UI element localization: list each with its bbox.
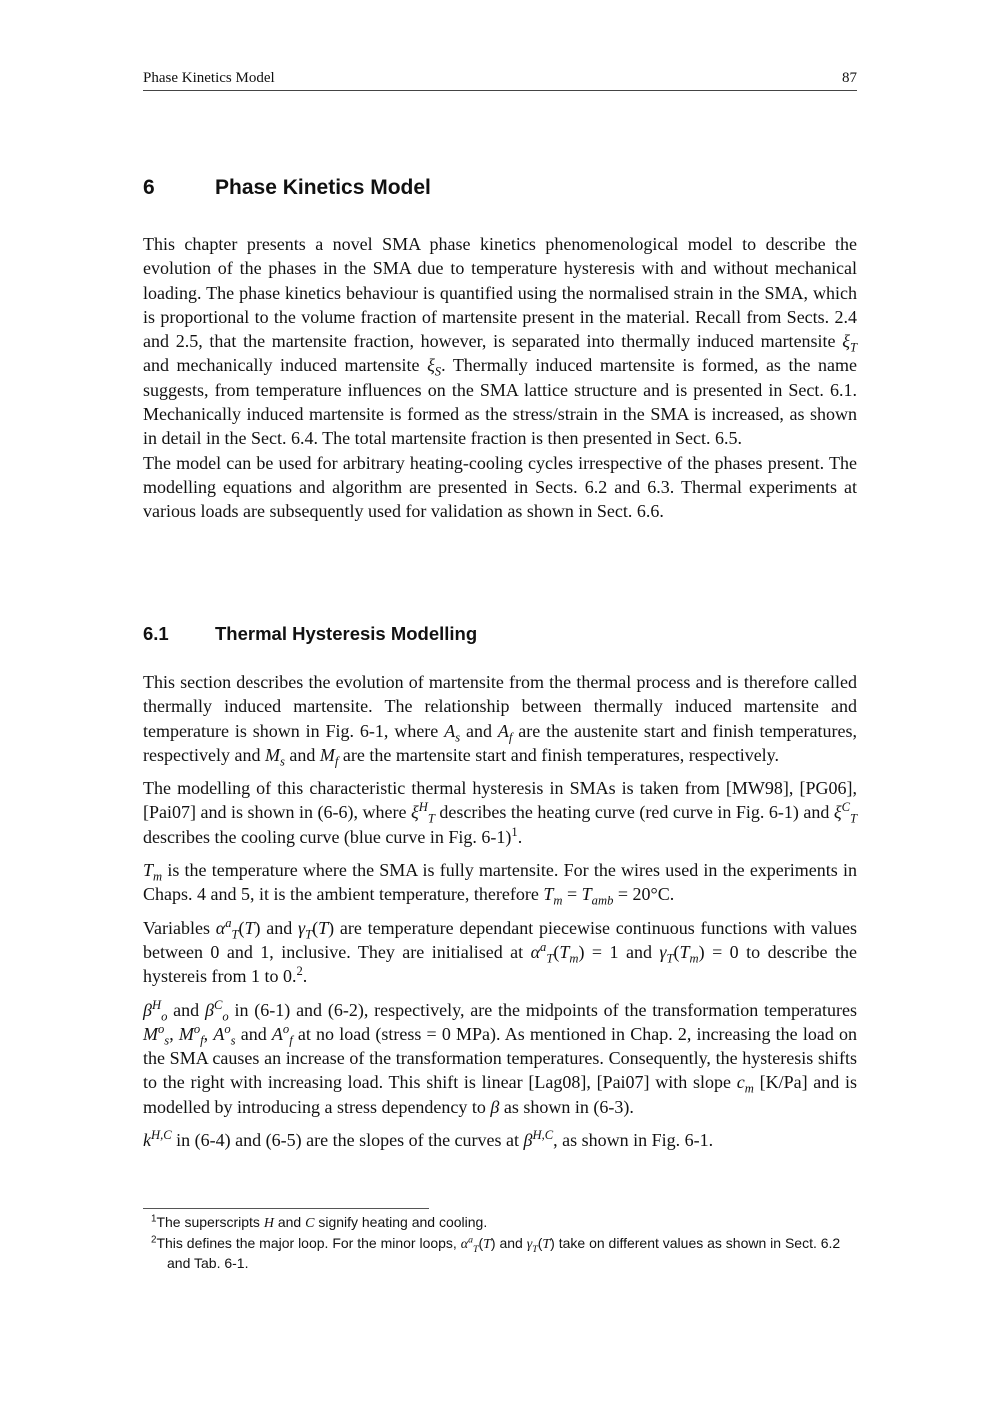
section-paragraph-5: $\beta^H_o$ and $\beta^C_o$ in (6-1) and (6-2), respectively, are the midpoints of the transformation temperatures $M^o_s$, $M^o_f$, $A^o_s$ and $A^o_f$ at no load (stress = 0 MPa). As mentioned in Chap. 2, increasing the load on the SMA causes an increase of the transformation temperatures. Consequently, the hysteresis shifts to the right with increasing load. This shift is linear [Lag08], [Pai07] with slope $c_m$ [K/Pa] and is modelled by introducing a stress dependency to β as shown in (6-3).: [143, 997, 858, 1117]
footnote-ref-1[interactable]: 1: [511, 824, 518, 839]
intro-paragraph-2: The model can be used for arbitrary heating-cooling cycles irrespective of the phases present. The modelling equations and algorithm are presented in Sects. 6.2 and 6.3. Thermal experiments at various loads are subsequently used for validation as shown in Sect. 6.6.: [143, 452, 857, 522]
footnote-ref-2[interactable]: 2: [296, 964, 303, 979]
chapter-title: Phase Kinetics Model: [215, 176, 431, 199]
page-number: 87: [842, 70, 857, 86]
section-number: 6.1: [143, 623, 169, 644]
section-paragraph-4: Variables $\alpha^a_T(T)$ and $\gamma_T(T)$ are temperature dependant piecewise continuous functions with values between 0 and 1, inclusive. They are initialised at $\alpha^a_T(T_m) = 1$ and $\gamma_T(T_m) = 0$ to describe the hystereis from 1 to 0.$^2$.: [143, 915, 857, 987]
footnote-1: $^1$The superscripts H and C signify heating and cooling.: [151, 1213, 488, 1231]
section-heading: [143, 623, 857, 645]
section-paragraph-6: $k^{H,C}$ in (6-4) and (6-5) are the slopes of the curves at $\beta^{H,C}$, as shown in Fig. 6-1.: [143, 1128, 714, 1151]
running-head-title: Phase Kinetics Model: [143, 70, 275, 86]
intro-paragraph-1: This chapter presents a novel SMA phase kinetics phenomenological model to describe the evolution of the phases in the SMA due to temperature hysteresis with and without mechanical loading. The phase kinetics behaviour is quantified using the normalised strain in the SMA, which is proportional to the volume fraction of martensite present in the material. Recall from Sects. 2.4 and 2.5, that the martensite fraction, however, is separated into thermally induced martensite $\xi_T$ and mechanically induced martensite $\xi_S$. Thermally induced martensite is formed, as the name suggests, from temperature influences on the SMA lattice structure and is presented in Sect. 6.1. Mechanically induced martensite is formed as the stress/strain in the SMA is increased, as shown in detail in the Sect. 6.4. The total martensite fraction is then presented in Sect. 6.5.: [143, 234, 858, 449]
section-paragraph-2: The modelling of this characteristic thermal hysteresis in SMAs is taken from [MW98], [PG06], [Pai07] and is shown in (6-6), where $\xi^H_T$ describes the heating curve (red curve in Fig. 6-1) and $\xi^C_T$ describes the cooling curve (blue curve in Fig. 6-1)$^1$.: [143, 778, 857, 847]
section-paragraph-3: $T_m$ is the temperature where the SMA is fully martensite. For the wires used in the experiments in Chaps. 4 and 5, it is the ambient temperature, therefore $T_m = T_{amb} = 20^\circ C$.: [143, 860, 857, 908]
footnotes: [143, 1213, 857, 1274]
running-head: [143, 68, 857, 91]
section-body: [143, 670, 857, 1152]
section-paragraph-1: This section describes the evolution of martensite from the thermal process and is therefore called thermally induced martensite. The relationship between thermally induced martensite and temperature is shown in Fig. 6-1, where $A_s$ and $A_f$ are the austenite start and finish temperatures, respectively and $M_s$ and $M_f$ are the martensite start and finish temperatures, respectively.: [143, 672, 857, 769]
footnote-2: $^2$This defines the major loop. For the minor loops, $\alpha^a_T(T)$ and $\gamma_T(T)$ take on different values as shown in Sect. 6.2 and Tab. 6-1.: [151, 1233, 841, 1271]
chapter-heading: [143, 176, 857, 200]
section-title: Thermal Hysteresis Modelling: [215, 623, 478, 644]
chapter-intro: [143, 232, 857, 524]
footnote-rule: [143, 1208, 429, 1209]
chapter-number: 6: [143, 176, 155, 199]
